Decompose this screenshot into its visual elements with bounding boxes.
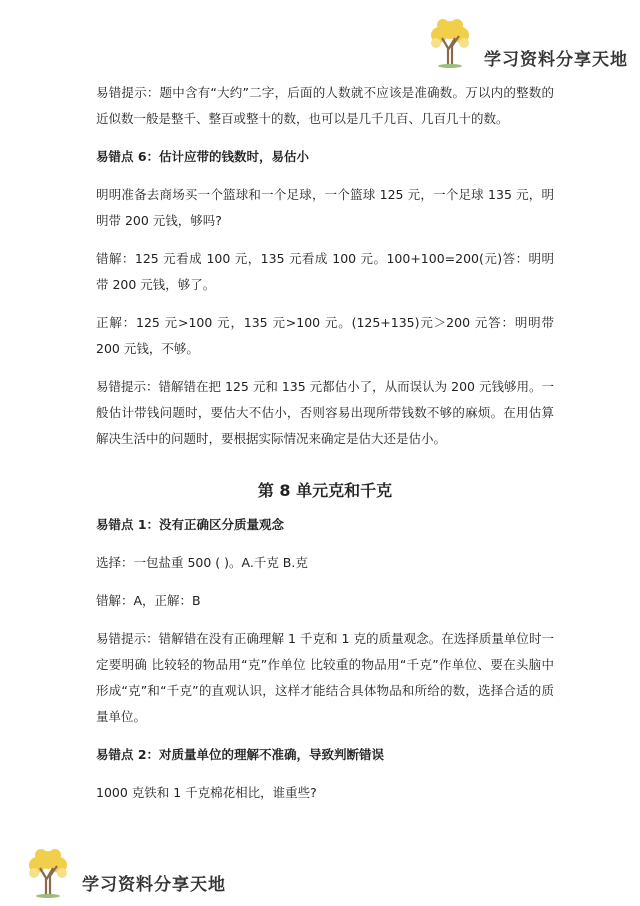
header-brand: 学习资料分享天地 (484, 50, 628, 70)
paragraph-choice-question: 选择：一包盐重 500 ( )。A.千克 B.克 (96, 555, 308, 570)
tree-icon (428, 16, 472, 68)
paragraph-correct-solution: 正解：125 元>100 元，135 元>100 元。(125+135)元＞200 元答：明明带 200 元钱，不够。 (96, 315, 554, 356)
paragraph-answer: 错解：A，正解：B (96, 593, 201, 608)
paragraph-tip-estimation: 易错提示：错解错在把 125 元和 135 元都估小了，从而误认为 200 元钱够用。一般估计带钱问题时，要估大不估小，否则容易出现所带钱数不够的麻烦。在用估算解决生活中的问题时，要根据实际情况来确定是估大还是估小。 (96, 379, 554, 446)
heading-error-point-1: 易错点 1：没有正确区分质量观念 (96, 517, 285, 532)
heading-error-point-2: 易错点 2：对质量单位的理解不准确，导致判断错误 (96, 747, 385, 762)
paragraph-tip-mass: 易错提示：错解错在没有正确理解 1 千克和 1 克的质量观念。在选择质量单位时一定要明确 比较轻的物品用“克”作单位 比较重的物品用“千克”作单位、要在头脑中形成“克”和“千克”的直观认识，这样才能结合具体物品和所给的数，选择合适的质量单位。 (96, 631, 554, 724)
chapter-title: 第 8 单元克和千克 (257, 481, 393, 500)
paragraph-compare-question: 1000 克铁和 1 千克棉花相比，谁重些? (96, 785, 317, 800)
paragraph-tip-approximation: 易错提示：题中含有“大约”二字，后面的人数就不应该是准确数。万以内的整数的近似数一般是整千、整百或整十的数，也可以是几千几百、几百几十的数。 (96, 85, 554, 126)
document-body (96, 80, 554, 818)
tree-icon (26, 846, 70, 898)
paragraph-wrong-solution: 错解：125 元看成 100 元，135 元看成 100 元。100+100=200(元)答：明明带 200 元钱，够了。 (96, 251, 554, 292)
heading-error-point-6: 易错点 6：估计应带的钱数时，易估小 (96, 149, 310, 164)
footer-brand: 学习资料分享天地 (82, 875, 226, 895)
paragraph-problem-money: 明明准备去商场买一个篮球和一个足球，一个篮球 125 元，一个足球 135 元，明明带 200 元钱，够吗? (96, 187, 554, 228)
